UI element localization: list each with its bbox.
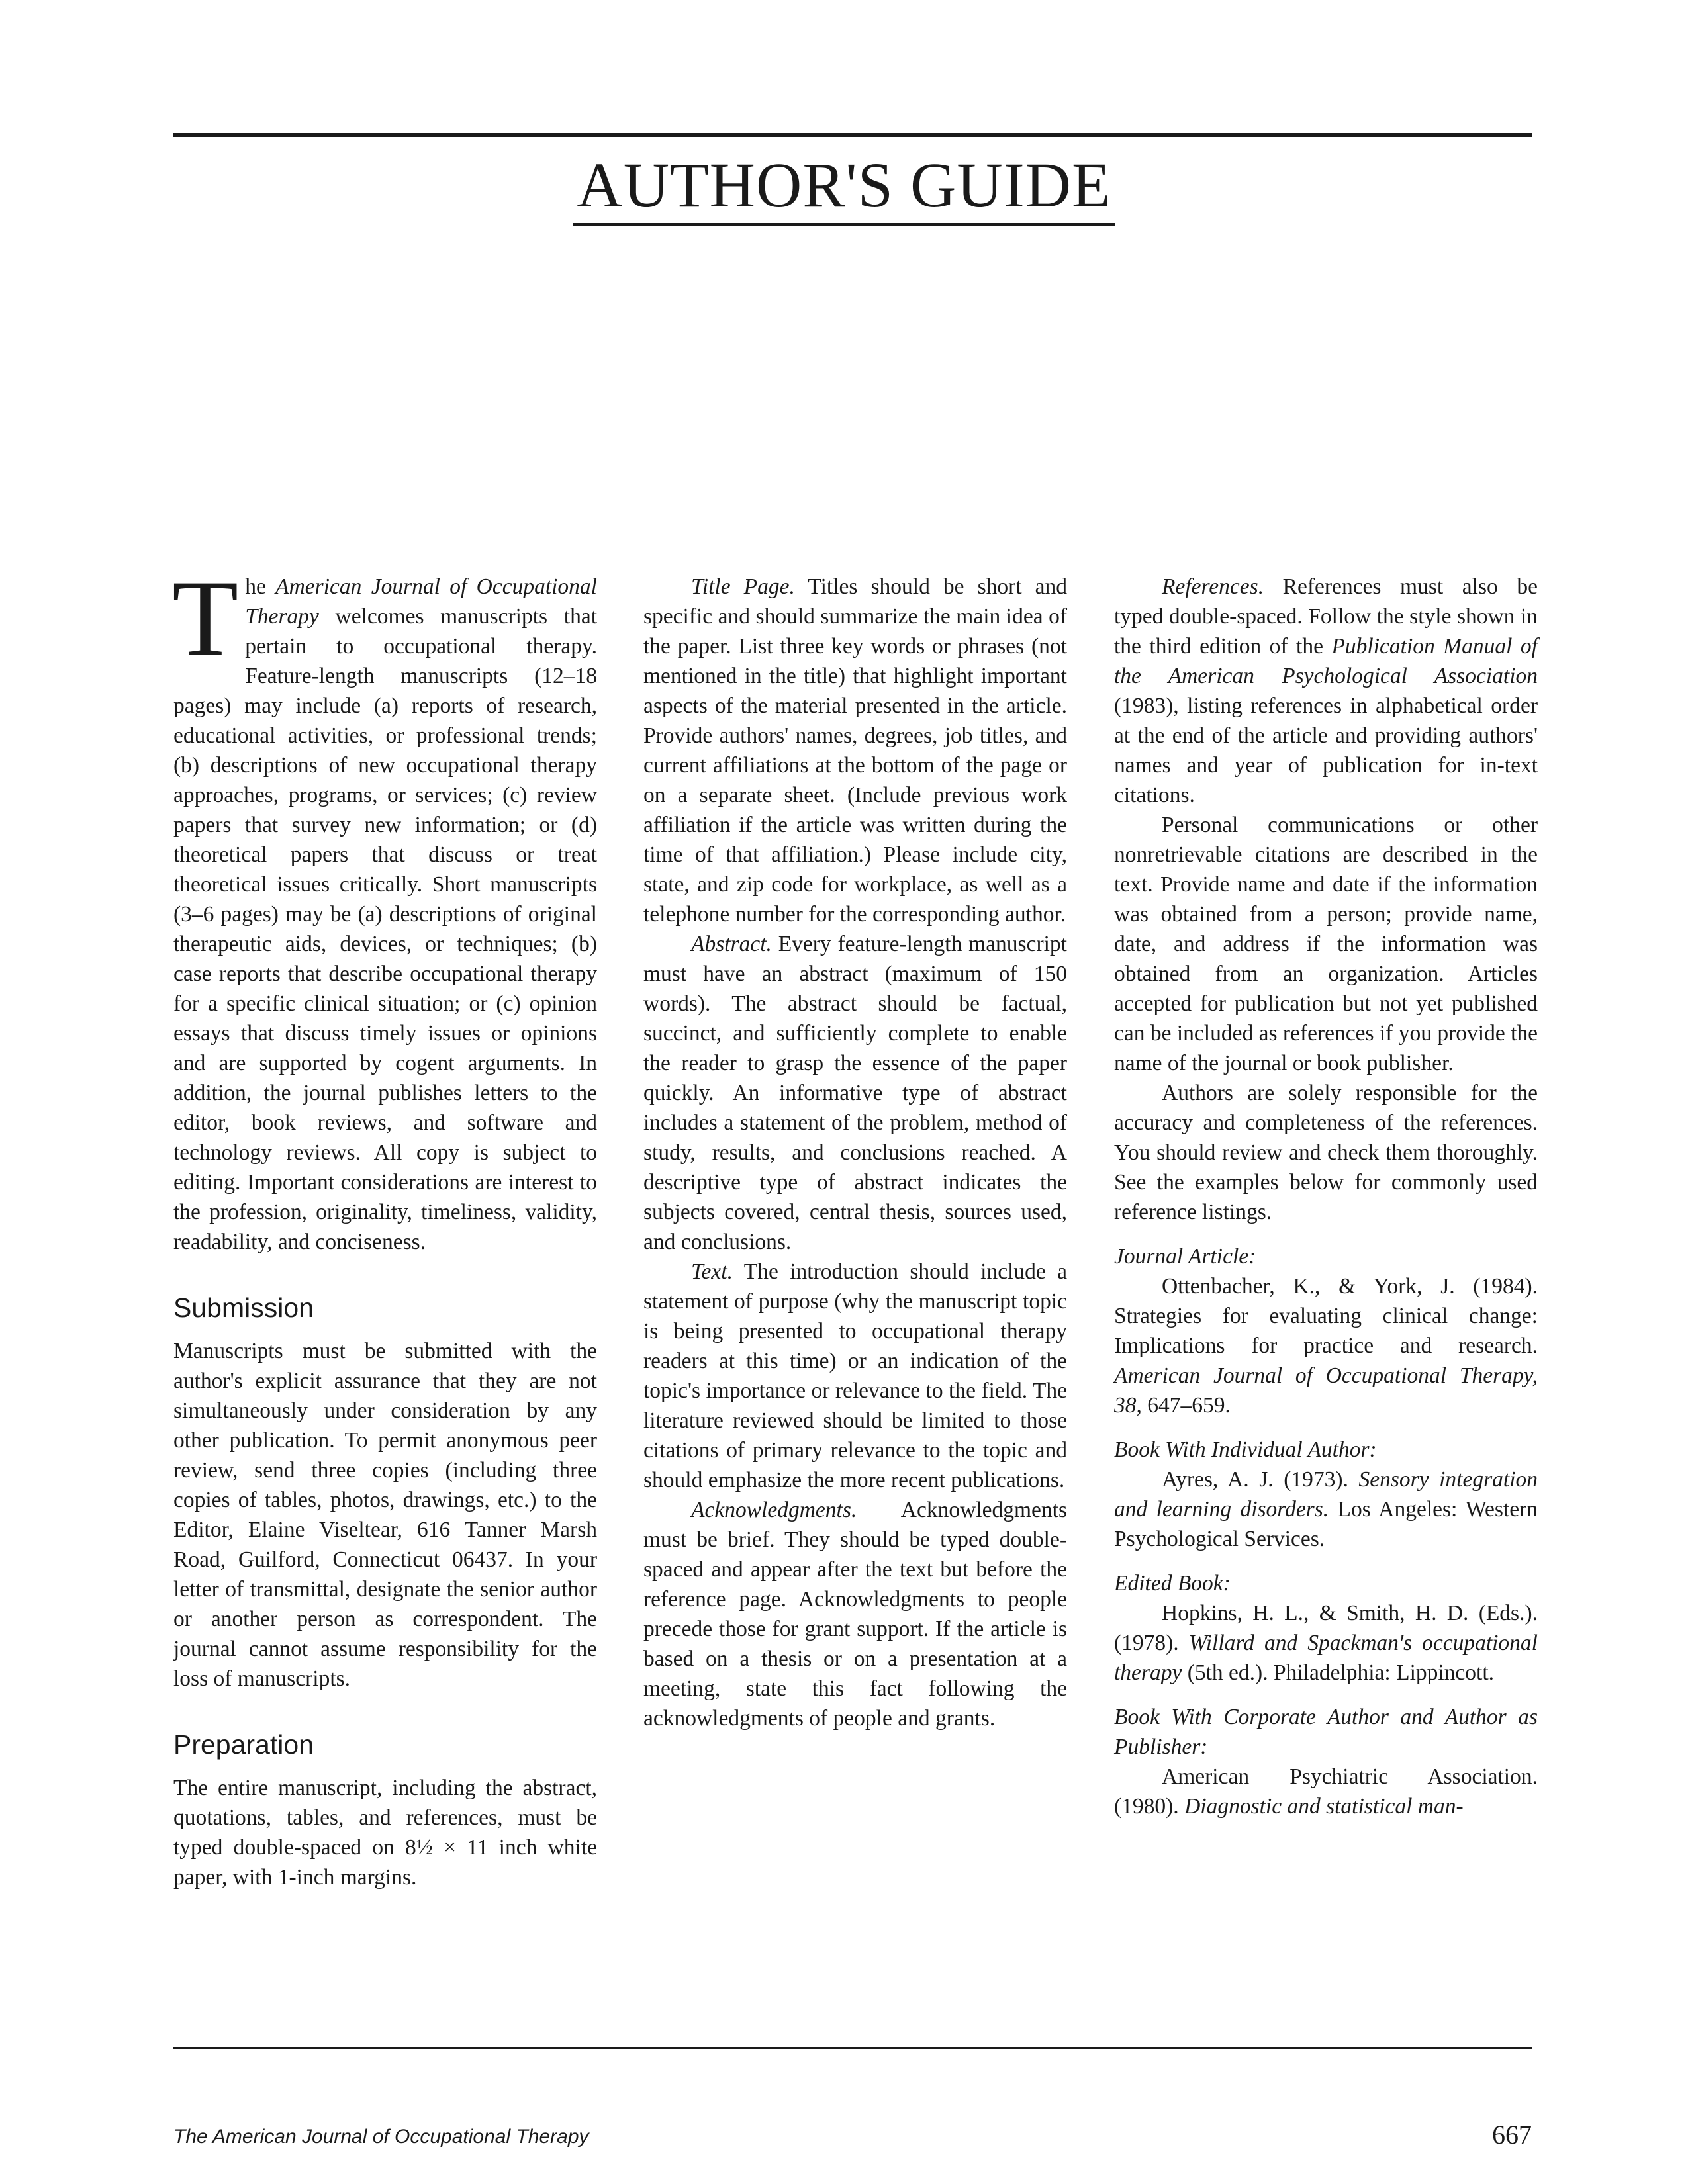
acknowledgments-paragraph: Acknowledgments. Acknowledgments must be brief. They should be typed double-spaced and appear after the text but before the reference page. Acknowledgments to people precede those for grant support. If the article is based on a thesis or on a presentation at a meeting, state this fact following the acknowledgments of people and grants. (643, 1498, 1067, 1731)
example-heading: Book With Corporate Author and Author as Publisher: (1114, 1705, 1538, 1759)
references-paragraph: References. References must also be typed double-spaced. Follow the style shown in the third edition of the Publication Manual of the American Psychological Association (1983), listing references in alphabetical order at the end of the article and providing authors' names and year of publication for in-text citations. (1114, 574, 1538, 807)
page-number: 667 (1492, 2120, 1532, 2150)
drop-cap: T (172, 559, 239, 678)
text-paragraph: Text. The introduction should include a statement of purpose (why the manuscript topic is being presented to occupational therapy readers at this time) or an indication of the topic's importance or relevance to the field. The literature reviewed should be limited to those citations of primary relevance to the topic and should emphasize the more recent publications. (643, 1259, 1067, 1492)
title-page-paragraph: Title Page. Titles should be short and specific and should summarize the main idea of the paper. List three key words or phrases (not mentioned in the title) that highlight important aspects of the material presented in the article. Provide authors' names, degrees, job titles, and current affiliations at the bottom of the page or on a separate sheet. (Include previous work affiliation if the article was written during the time of that affiliation.) Please include city, state, and zip code for workplace, as well as a telephone number for the corresponding author. (643, 574, 1067, 927)
example-reference: Ottenbacher, K., & York, J. (1984). Strategies for evaluating clinical change: Implications for practice and research. American Journal of Occupational Therapy, 38, 647–659. (1114, 1274, 1538, 1418)
intro-paragraph: The American Journal of Occupational Therapy welcomes manuscripts that pertain to occupational therapy. Feature-length manuscripts (12–18 pages) may include (a) reports of research, educational activities, or professional trends; (b) descriptions of new occupational therapy approaches, programs, or services; (c) review papers that survey new information; or (d) theoretical papers that discuss or treat theoretical issues critically. Short manuscripts (3–6 pages) may be (a) descriptions of original therapeutic aids, devices, or techniques; (b) case reports that describe occupational therapy for a specific clinical situation; or (c) opinion essays that discuss timely issues or opinions and are supported by cogent arguments. In addition, the journal publishes letters to the editor, book reviews, and software and technology reviews. All copy is subject to editing. Important considerations are interest to the profession, originality, timeliness, validity, readability, and conciseness. (172, 559, 597, 1254)
personal-communications-paragraph: Personal communications or other nonretrievable citations are described in the text. Provide name and date if the information was obtained from a person; provide name, date, and address if the information was obtained from an organization. Articles accepted for publication but not yet published can be included as references if you provide the name of the journal or book publisher. (1114, 813, 1538, 1075)
responsibility-paragraph: Authors are solely responsible for the accuracy and completeness of the references. You should review and check them thoroughly. See the examples below for commonly used reference listings. (1114, 1081, 1538, 1224)
bottom-rule (173, 2047, 1532, 2049)
column-2 (643, 572, 1067, 1733)
submission-paragraph: Manuscripts must be submitted with the author's explicit assurance that they are not simultaneously under consideration by any other publication. To permit anonymous peer review, send three copies (including three copies of tables, photos, drawings, etc.) to the Editor, Elaine Viseltear, 616 Tanner Marsh Road, Guilford, Connecticut 06437. In your letter of transmittal, designate the senior author or another person as correspondent. The journal cannot assume responsibility for the loss of manuscripts. (173, 1339, 597, 1691)
preparation-heading: Preparation (173, 1729, 314, 1760)
journal-name: American Journal of Occupational Therapy (245, 574, 597, 629)
example-reference: Ayres, A. J. (1973). Sensory integration and learning disorders. Los Angeles: Western Psychological Services. (1114, 1467, 1538, 1551)
abstract-paragraph: Abstract. Every feature-length manuscript must have an abstract (maximum of 150 words). The abstract should be factual, succinct, and sufficiently complete to enable the reader to grasp the essence of the paper quickly. An informative type of abstract includes a statement of the problem, method of study, results, and conclusions reached. A descriptive type of abstract indicates the subjects covered, central thesis, sources used, and conclusions. (643, 932, 1067, 1254)
page-title-text: AUTHOR'S GUIDE (573, 150, 1115, 226)
submission-heading: Submission (173, 1293, 314, 1323)
example-heading: Edited Book: (1114, 1571, 1231, 1596)
example-reference: Hopkins, H. L., & Smith, H. D. (Eds.). (1978). Willard and Spackman's occupational therapy (5th ed.). Philadelphia: Lippincott. (1114, 1601, 1538, 1685)
preparation-paragraph: The entire manuscript, including the abstract, quotations, tables, and references, must be typed double-spaced on 8½ × 11 inch white paper, with 1-inch margins. (173, 1776, 597, 1889)
example-heading: Book With Individual Author: (1114, 1437, 1377, 1462)
column-3 (1114, 572, 1538, 1821)
footer-journal-name: The American Journal of Occupational Therapy (173, 2126, 589, 2148)
top-rule (173, 133, 1532, 137)
example-heading: Journal Article: (1114, 1244, 1256, 1269)
page-title (0, 150, 1688, 220)
example-reference: American Psychiatric Association. (1980). Diagnostic and statistical man- (1114, 1764, 1538, 1819)
column-1 (172, 559, 597, 1892)
